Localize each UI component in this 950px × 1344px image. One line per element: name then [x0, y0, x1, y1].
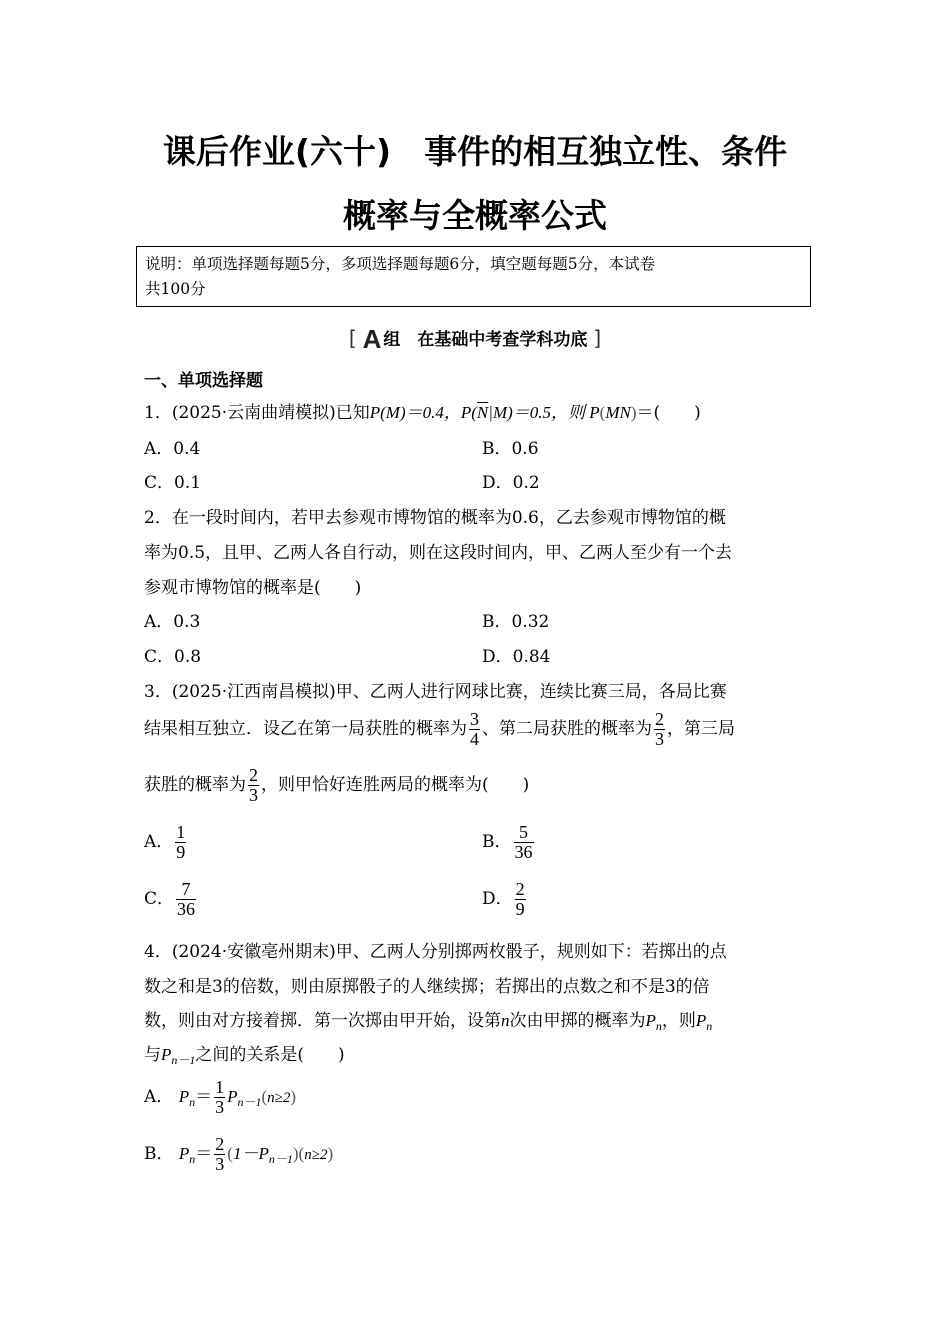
option-label: C． — [144, 889, 175, 909]
q4-option-b: B． $P_n=$ $\frac{2}{3}$ $(1-P_{n-1})(n\ge 2)$ — [144, 1134, 334, 1174]
fraction-denominator: 9 — [515, 899, 525, 919]
option-label: B． — [482, 832, 512, 852]
q1-nbar: $\overline{N}$ — [476, 403, 489, 422]
right-bracket: ] — [593, 326, 602, 350]
q3-fraction-1 — [469, 710, 480, 749]
fraction-numerator: 2 — [215, 1134, 225, 1154]
fraction-numerator: 2 — [655, 709, 664, 729]
q4-line-1: 4．(2024·安徽亳州期末)甲、乙两人分别掷两枚骰子，规则如下：若掷出的点 — [144, 942, 727, 962]
q3-fraction-2 — [654, 710, 665, 749]
fraction-numerator: 7 — [176, 880, 196, 900]
fraction-numerator: 2 — [249, 765, 258, 785]
q4-var-p3: P — [161, 1045, 172, 1064]
q4-var-p2-sub: n — [706, 1019, 713, 1033]
page-title-line-1: 课后作业(六十) 事件的相互独立性、条件 — [162, 132, 788, 171]
fraction-denominator: 9 — [176, 842, 186, 862]
option-label: B． — [144, 1144, 174, 1164]
q4-line-2: 数之和是3的倍数，则由原掷骰子的人继续掷；若掷出的点数之和不是3的倍 — [144, 977, 710, 997]
q2-option-a: A．0.3 — [144, 612, 201, 632]
q3-line-3 — [144, 766, 529, 805]
q1-expr-mn: MN — [605, 403, 631, 422]
q1-answer-blank: ＝( ) — [636, 403, 701, 423]
group-label: 组 在基础中考查学科功底 — [383, 330, 588, 350]
group-header — [0, 324, 950, 355]
q1-option-b: B．0.6 — [482, 439, 539, 459]
q3-text-a: 结果相互独立．设乙在第一局获胜的概率为 — [144, 719, 467, 739]
q3-line-2 — [144, 710, 735, 749]
q2-line-3: 参观市博物馆的概率是( ) — [144, 578, 362, 598]
fraction-numerator: 1 — [176, 822, 186, 842]
q4-text-d: 与 — [144, 1045, 161, 1065]
q2-option-c: C．0.8 — [144, 647, 202, 667]
q3-text-c: ，第三局 — [667, 719, 735, 739]
q4-var-p2: P — [695, 1011, 707, 1030]
formula-condition: n≥2 — [304, 1147, 328, 1163]
formula-eq: ＝ — [195, 1087, 213, 1107]
formula-eq: ＝ — [195, 1144, 213, 1164]
q4-var-n: n — [501, 1011, 510, 1030]
formula-inner-sub: n－1 — [268, 1152, 293, 1166]
fraction-denominator: 3 — [215, 1097, 225, 1117]
q3-text-e: ，则甲恰好连胜两局的概率为( ) — [261, 775, 530, 795]
instructions-box — [136, 246, 811, 307]
fraction-denominator: 3 — [215, 1154, 225, 1174]
option-fraction — [176, 880, 196, 919]
instructions-line-2: 共100分 — [145, 280, 206, 298]
formula-inner: 1－P — [232, 1144, 269, 1163]
option-fraction — [514, 823, 534, 862]
q4-text-e: 之间的关系是( ) — [195, 1045, 345, 1065]
q3-option-c — [144, 880, 198, 919]
option-label: A． — [144, 1087, 174, 1107]
q1-prefix: 1．(2025·云南曲靖模拟)已知 — [144, 403, 370, 423]
instructions-line-1: 说明：单项选择题每题5分，多项选择题每题6分，填空题每题5分，本试卷 — [145, 255, 656, 273]
q3-text-d: 获胜的概率为 — [144, 775, 246, 795]
formula-rhs-sub: n－1 — [237, 1095, 262, 1109]
page-title-line-2: 概率与全概率公式 — [343, 196, 607, 235]
option-label: D． — [482, 889, 513, 909]
option-fraction — [214, 1078, 225, 1117]
q3-text-b: 、第二局获胜的概率为 — [482, 719, 652, 739]
group-letter-badge: A — [362, 324, 382, 354]
option-fraction — [175, 823, 186, 862]
fraction-denominator: 36 — [514, 842, 533, 862]
formula-rhs: P — [227, 1087, 238, 1106]
fraction-denominator: 36 — [177, 899, 196, 919]
left-bracket: [ — [348, 326, 357, 350]
question-1-stem: 1．(2025·云南曲靖模拟)已知P(M)＝0.4，$P(\overline{N}|M)=0.5$，则 P(MN)＝( ) — [144, 403, 701, 423]
q1-expr-b: |M)＝0.5，则 P — [488, 403, 600, 422]
q3-fraction-3 — [248, 766, 259, 805]
q4-text-a: 数，则由对方接着掷．第一次掷由甲开始，设第 — [144, 1011, 501, 1031]
q1-option-c: C．0.1 — [144, 473, 202, 493]
q3-option-b — [482, 823, 536, 862]
q3-option-d — [482, 880, 528, 919]
option-label: A． — [144, 832, 174, 852]
formula-lhs: P — [178, 1087, 190, 1106]
q1-expr-a: P(M)＝0.4，P( — [369, 403, 477, 422]
q3-option-a — [144, 823, 188, 862]
q4-option-a: A． $P_n=$ $\frac{1}{3}$ $P_{n-1}(n\ge 2)$ — [144, 1077, 297, 1117]
fraction-denominator: 3 — [249, 785, 258, 805]
q1-option-d: D．0.2 — [482, 473, 540, 493]
option-fraction — [214, 1135, 225, 1174]
q4-line-4 — [144, 1040, 345, 1068]
section-heading: 一、单项选择题 — [144, 371, 263, 391]
q2-line-2: 率为0.5，且甲、乙两人各自行动，则在这段时间内，甲、乙两人至少有一个去 — [144, 543, 733, 563]
formula-lhs-sub: n — [189, 1152, 196, 1166]
fraction-numerator: 3 — [470, 709, 479, 729]
formula-lhs-sub: n — [189, 1095, 196, 1109]
q4-var-p3-sub: n－1 — [171, 1053, 196, 1067]
fraction-numerator: 2 — [515, 879, 525, 899]
q4-line-3 — [144, 1006, 712, 1034]
fraction-numerator: 5 — [514, 823, 534, 843]
q4-text-c: ，则 — [661, 1011, 696, 1031]
q4-var-p-sub: n — [655, 1019, 662, 1033]
formula-lhs: P — [178, 1144, 190, 1163]
q3-line-1: 3．(2025·江西南昌模拟)甲、乙两人进行网球比赛，连续比赛三局，各局比赛 — [144, 682, 727, 702]
q2-line-1: 2．在一段时间内，若甲去参观市博物馆的概率为0.6，乙去参观市博物馆的概 — [144, 508, 726, 528]
q1-option-a: A．0.4 — [144, 439, 201, 459]
fraction-denominator: 4 — [470, 729, 479, 749]
fraction-numerator: 1 — [215, 1077, 225, 1097]
q2-option-d: D．0.84 — [482, 647, 551, 667]
q4-var-p: P — [645, 1011, 656, 1030]
formula-condition: n≥2 — [267, 1090, 291, 1106]
option-fraction — [515, 880, 526, 919]
q2-option-b: B．0.32 — [482, 612, 550, 632]
q4-text-b: 次由甲掷的概率为 — [509, 1011, 646, 1031]
fraction-denominator: 3 — [655, 729, 664, 749]
